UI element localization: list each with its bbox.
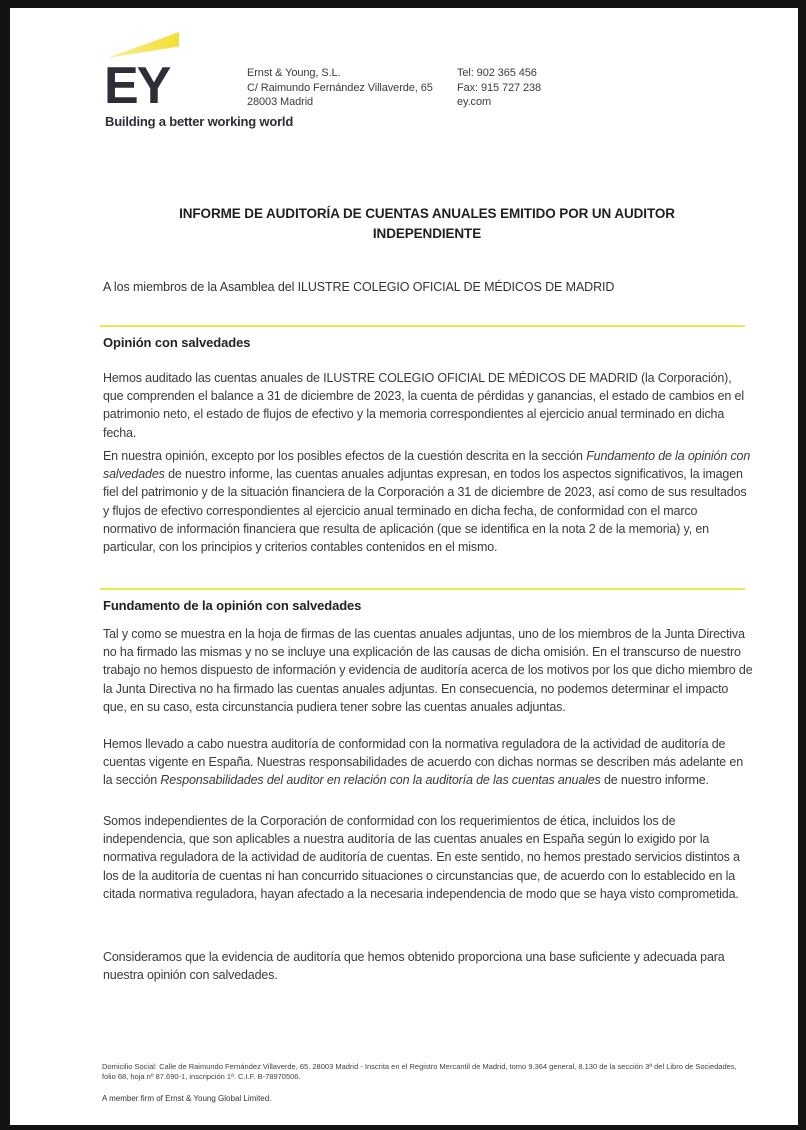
paragraph: Somos independientes de la Corporación de conformidad con los requerimientos de ética, incluidos los de independencia, que son aplicables a nuestra auditoría de las cuentas anuales en España según lo exigido por la normativa reguladora de la actividad de auditoría de cuentas. En este sentido, no hemos prestado servicios distintos a los de la auditoría de cuentas ni han concurrido situaciones o circunstancias que, de acuerdo con lo establecido en la citada normativa reguladora, hayan afectado a la necesaria independencia de modo que se haya visto comprometida. xyxy=(103,814,740,901)
member-firm-note: A member firm of Ernst & Young Global Limited. xyxy=(102,1094,272,1103)
firm-address-line: Ernst & Young, S.L. xyxy=(247,67,341,79)
firm-website: ey.com xyxy=(457,96,492,108)
paragraph: Hemos auditado las cuentas anuales de ILUSTRE COLEGIO OFICIAL DE MÉDICOS DE MADRID (la Corporación), que comprenden el balance a 31 de diciembre de 2023, la cuenta de pérdidas y ganancias, el estado de cambios en el patrimonio neto, el estado de flujos de efectivo y la memoria correspondientes al ejercicio anual terminado en dicha fecha. xyxy=(103,371,744,440)
ey-beam-icon xyxy=(107,32,179,58)
ey-tagline: Building a better working world xyxy=(105,114,294,129)
paragraph: Hemos llevado a cabo nuestra auditoría de conformidad con la normativa reguladora de la actividad de auditoría de cuentas vigente en España. Nuestras responsabilidades de acuerdo con dichas normas se describen más adelante en la sección Responsabilidades del auditor en relación con la auditoría de las cuentas anuales de nuestro informe. xyxy=(103,737,744,788)
paragraph: En nuestra opinión, excepto por los posibles efectos de la cuestión descrita en la sección Fundamento de la opinión con salvedades de nuestro informe, las cuentas anuales adjuntas expresan, en todos los aspectos significativos, la imagen fiel del patrimonio y de la situación financiera de la Corporación a 31 de diciembre de 2023, así como de sus resultados y flujos de efectivo correspondientes al ejercicio anual terminado en dicha fecha, de conformidad con el marco normativo de información financiera que resulta de aplicación (que se identifica en la nota 2 de la memoria) y, en particular, con los principios y criterios contables contenidos en el mismo. xyxy=(103,449,751,555)
section-divider xyxy=(100,325,745,327)
section-heading-opinion: Opinión con salvedades xyxy=(103,335,251,350)
document-page xyxy=(10,8,798,1125)
firm-contact xyxy=(457,66,541,110)
paragraph: Consideramos que la evidencia de auditoría que hemos obtenido proporciona una base suficiente y adecuada para nuestra opinión con salvedades. xyxy=(103,950,725,983)
paragraph: Tal y como se muestra en la hoja de firmas de las cuentas anuales adjuntas, uno de los miembros de la Junta Directiva no ha firmado las mismas y no se incluye una explicación de las causas de dicha omisión. En el transcurso de nuestro trabajo no hemos dispuesto de información y evidencia de auditoría acerca de los motivos por los que dicho miembro de la Junta Directiva no ha firmado las cuentas anuales adjuntas. En consecuencia, no podemos determinar el impacto que, en su caso, esta circunstancia pudiera tener sobre las cuentas anuales adjuntas. xyxy=(103,627,753,714)
addressee-line: A los miembros de la Asamblea del ILUSTRE COLEGIO OFICIAL DE MÉDICOS DE MADRID xyxy=(103,280,615,294)
firm-phone: Tel: 902 365 456 xyxy=(457,67,537,79)
section-divider xyxy=(100,588,745,590)
firm-address-line: 28003 Madrid xyxy=(247,96,314,108)
section-heading-fundamento: Fundamento de la opinión con salvedades xyxy=(103,598,362,613)
legal-footer: Domicilio Social: Calle de Raimundo Fernández Villaverde, 65. 28003 Madrid - Inscrita en el Registro Mercantil de Madrid, tomo 9.364 general, 8.130 de la sección 3ª del Libro de Sociedades, folio 68, hoja nº 87.690-1, inscripción 1ª. C.I.F. B-78970506. xyxy=(102,1062,737,1081)
ey-logo-letters: EY xyxy=(104,57,170,115)
firm-fax: Fax: 915 727 238 xyxy=(457,81,542,94)
firm-address-line: C/ Raimundo Fernández Villaverde, 65 xyxy=(247,81,433,94)
report-title: INFORME DE AUDITORÍA DE CUENTAS ANUALES EMITIDO POR UN AUDITOR INDEPENDIENTE xyxy=(179,206,675,241)
firm-address xyxy=(247,66,433,110)
